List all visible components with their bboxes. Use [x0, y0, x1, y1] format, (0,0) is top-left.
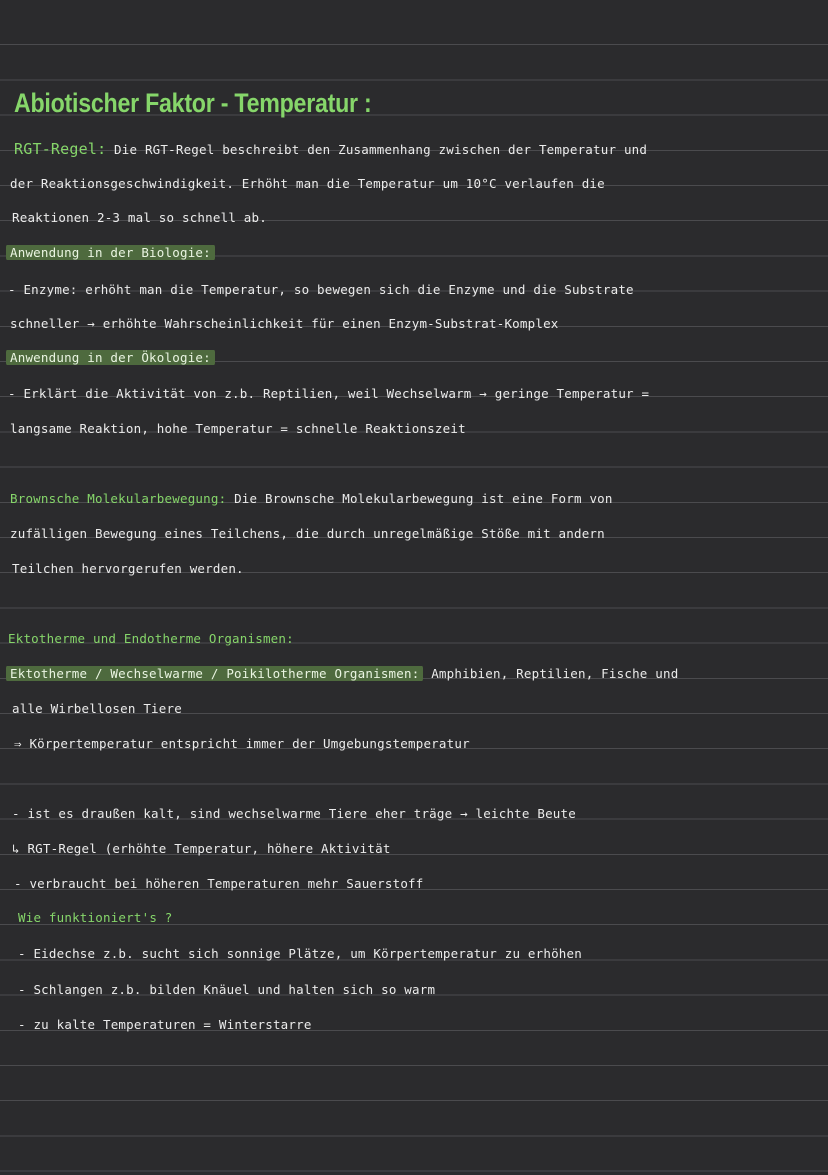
how-heading-row — [0, 910, 828, 925]
how-text-3: - zu kalte Temperaturen = Winterstarre — [18, 1017, 312, 1032]
biology-text-1: - Enzyme: erhöht man die Temperatur, so bewegen sich die Enzyme und die Substrate — [8, 282, 634, 297]
how-heading: Wie funktioniert's ? — [18, 910, 173, 925]
notes-text-1: - ist es draußen kalt, sind wechselwarme Tiere eher träge → leichte Beute — [12, 806, 576, 821]
brownian-line-3 — [0, 561, 828, 576]
ekto-text-3: ⇒ Körpertemperatur entspricht immer der Umgebungstemperatur — [14, 736, 470, 751]
rgt-line-2 — [0, 176, 828, 191]
ekto-heading-row — [0, 631, 828, 646]
rgt-text-1: Die RGT-Regel beschreibt den Zusammenhang zwischen der Temperatur und — [114, 142, 648, 157]
ekto-line-1 — [0, 666, 828, 681]
notes-text-3b: höheren — [145, 876, 200, 891]
rgt-line-3 — [0, 210, 828, 225]
rgt-line-1 — [0, 140, 828, 158]
how-line-3 — [0, 1017, 828, 1032]
how-text-2: - Schlangen z.b. bilden Knäuel und halten sich so warm — [18, 982, 436, 997]
ecology-line-2 — [0, 421, 828, 436]
biology-line-1 — [0, 282, 828, 297]
how-line-1 — [0, 946, 828, 961]
brownian-heading: Brownsche Molekularbewegung: — [10, 491, 227, 506]
rgt-heading: RGT-Regel: — [14, 140, 107, 158]
brownian-text-3: Teilchen hervorgerufen werden. — [12, 561, 244, 576]
ecology-heading: Anwendung in der Ökologie: — [6, 350, 215, 365]
biology-text-2: schneller → erhöhte Wahrscheinlichkeit für einen Enzym-Substrat-Komplex — [10, 316, 559, 331]
ekto-text-2: alle Wirbellosen Tiere — [12, 701, 182, 716]
ecology-heading-row — [0, 350, 828, 365]
ekto-line-2 — [0, 701, 828, 716]
brownian-text-1: Die Brownsche Molekularbewegung ist eine Form von — [234, 491, 613, 506]
brownian-line-2 — [0, 526, 828, 541]
ekto-text-1: Amphibien, Reptilien, Fische und — [431, 666, 679, 681]
page-title: Abiotischer Faktor - Temperatur : — [14, 88, 372, 118]
biology-line-2 — [0, 316, 828, 331]
notes-text-2: ↳ RGT-Regel (erhöhte Temperatur, höhere Aktivität — [12, 841, 391, 856]
notes-line-1 — [0, 806, 828, 821]
ecology-line-1 — [0, 386, 828, 401]
brownian-line-1 — [0, 491, 828, 506]
ekto-line-3 — [0, 736, 828, 751]
ecology-text-1: - Erklärt die Aktivität von z.b. Reptilien, weil Wechselwarm → geringe Temperatur = — [8, 386, 650, 401]
notes-text-3c: Temperaturen mehr Sauerstoff — [207, 876, 424, 891]
how-line-2 — [0, 982, 828, 997]
ekto-heading: Ektotherme und Endotherme Organismen: — [8, 631, 294, 646]
ekto-subheading: Ektotherme / Wechselwarme / Poikilotherme Organismen: — [6, 666, 423, 681]
brownian-text-2: zufälligen Bewegung eines Teilchens, die durch unregelmäßige Stöße mit andern — [10, 526, 605, 541]
notes-line-2 — [0, 841, 828, 856]
how-text-1: - Eidechse z.b. sucht sich sonnige Plätze, um Körpertemperatur zu erhöhen — [18, 946, 582, 961]
rgt-text-3: Reaktionen 2-3 mal so schnell ab. — [12, 210, 267, 225]
notes-text-3a: - verbraucht bei — [14, 876, 138, 891]
biology-heading: Anwendung in der Biologie: — [6, 245, 215, 260]
rgt-text-2: der Reaktionsgeschwindigkeit. Erhöht man die Temperatur um 10°C verlaufen die — [10, 176, 605, 191]
biology-heading-row — [0, 245, 828, 260]
notes-line-3 — [0, 876, 828, 891]
ecology-text-2: langsame Reaktion, hohe Temperatur = schnelle Reaktionszeit — [10, 421, 466, 436]
